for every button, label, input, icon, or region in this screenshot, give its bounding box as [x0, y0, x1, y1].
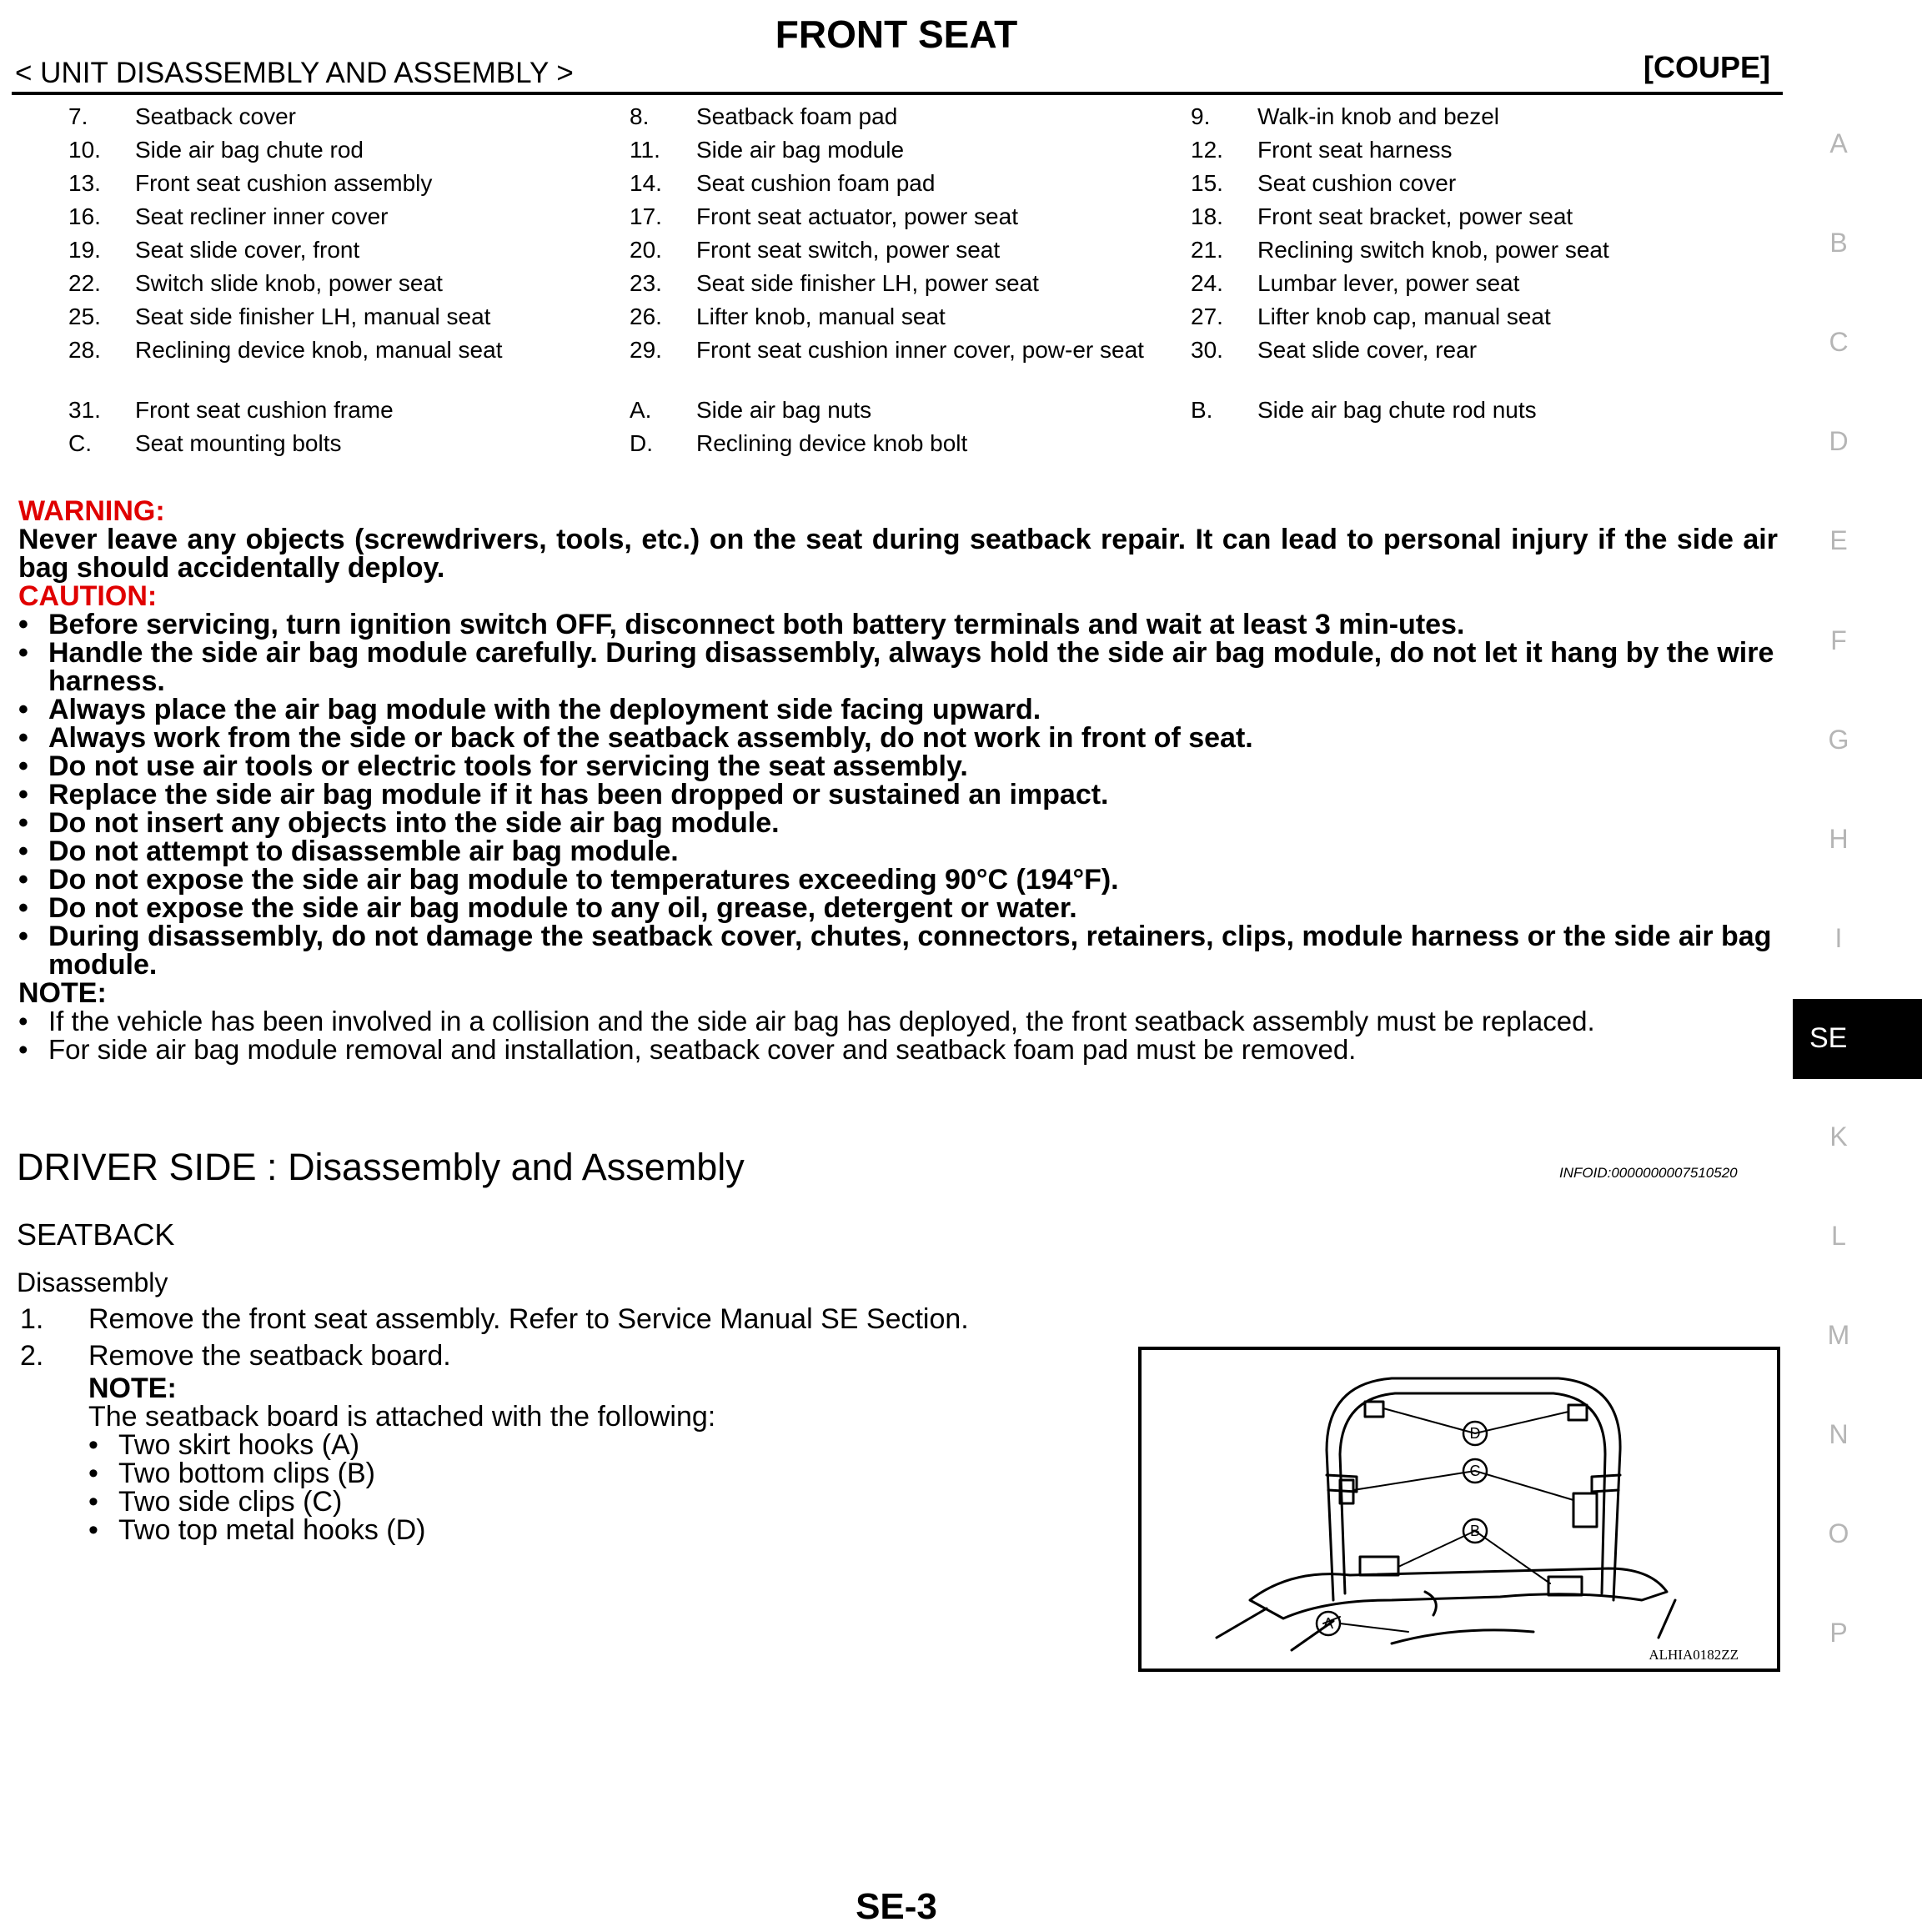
legend-number: 7. [68, 103, 88, 129]
caution-item: • Do not expose the side air bag module to temperatures exceeding 90°C (194°F). [18, 864, 1119, 896]
legend-label: Seatback cover [135, 103, 296, 129]
tab-c[interactable]: C [1829, 327, 1849, 357]
step-note-text: The seatback board is attached with the following: [88, 1401, 716, 1433]
legend-number: 19. [68, 237, 101, 263]
legend-number: 24. [1191, 270, 1223, 296]
attachment-item: • Two side clips (C) [88, 1486, 343, 1518]
legend-number: 15. [1191, 170, 1223, 196]
legend-number: 16. [68, 203, 101, 229]
caution-item: • Handle the side air bag module carefully. During disassembly, always hold the side air bag module, do not let it hang by the wire harness. [18, 637, 1774, 697]
section-tabs [1793, 0, 1922, 1932]
tab-n[interactable]: N [1829, 1419, 1849, 1449]
legend-number: A. [630, 397, 652, 423]
note-item: • If the vehicle has been involved in a collision and the side air bag has deployed, the front seatback assembly must be replaced. [18, 1006, 1595, 1036]
step-2 [20, 1337, 1104, 1544]
callout-b: B [1469, 1523, 1481, 1539]
legend-row [0, 237, 1784, 270]
legend-number: 23. [630, 270, 662, 296]
legend-number: D. [630, 430, 653, 456]
caution-list [18, 610, 1778, 979]
callout-c: C [1469, 1463, 1481, 1479]
legend-label: Front seat cushion frame [135, 397, 394, 423]
legend-label: Front seat cushion assembly [135, 170, 433, 196]
legend-number: 31. [68, 397, 101, 423]
legend-number: 22. [68, 270, 101, 296]
attachment-item: • Two top metal hooks (D) [88, 1514, 426, 1546]
attachment-list [88, 1431, 1104, 1544]
legend-number: 20. [630, 237, 662, 263]
legend-row [0, 430, 1784, 464]
legend-row [0, 103, 1784, 137]
legend-number: 17. [630, 203, 662, 229]
caution-item: • Do not use air tools or electric tools for servicing the seat assembly. [18, 750, 968, 782]
tab-a[interactable]: A [1829, 128, 1848, 158]
legend-label: Seat slide cover, front [135, 237, 360, 263]
step-text: Remove the front seat assembly. Refer to Service Manual SE Section. [88, 1303, 969, 1335]
callout-a: A [1322, 1615, 1334, 1632]
legend-label: Reclining device knob bolt [696, 430, 968, 456]
legend-label: Front seat bracket, power seat [1257, 203, 1573, 229]
legend-label: Seat recliner inner cover [135, 203, 389, 229]
legend-number: 30. [1191, 337, 1223, 363]
caution-item: • Replace the side air bag module if it has been dropped or sustained an impact. [18, 779, 1109, 810]
info-id: INFOID:0000000007510520 [1559, 1165, 1738, 1181]
legend-label: Lumbar lever, power seat [1257, 270, 1520, 296]
caution-item: • Do not attempt to disassemble air bag module. [18, 836, 679, 867]
legend-label: Seat slide cover, rear [1257, 337, 1478, 363]
note-item: • For side air bag module removal and installation, seatback cover and seatback foam pad must be removed. [18, 1034, 1357, 1065]
legend-label: Front seat actuator, power seat [696, 203, 1018, 229]
procedure-steps [20, 1301, 1104, 1544]
tab-b[interactable]: B [1829, 228, 1848, 258]
legend-number: 21. [1191, 237, 1223, 263]
procedure-title: Disassembly [17, 1267, 168, 1297]
legend-number: 27. [1191, 304, 1223, 329]
legend-label: Seat side finisher LH, manual seat [135, 304, 491, 329]
tab-m[interactable]: M [1827, 1320, 1850, 1350]
legend-label: Seat mounting bolts [135, 430, 342, 456]
tab-o[interactable]: O [1828, 1518, 1849, 1548]
tab-p[interactable]: P [1829, 1618, 1848, 1648]
legend-number: 12. [1191, 137, 1223, 163]
legend-row [0, 170, 1784, 203]
legend-label: Side air bag nuts [696, 397, 872, 423]
legend-row [0, 337, 1784, 370]
legend-label: Walk-in knob and bezel [1257, 103, 1500, 129]
step-note-label: NOTE: [88, 1372, 177, 1404]
attachment-item: • Two bottom clips (B) [88, 1458, 375, 1489]
legend-row [0, 270, 1784, 304]
caution-item: • Always place the air bag module with the deployment side facing upward. [18, 694, 1041, 725]
tab-se-label: SE [1809, 1022, 1848, 1054]
page-number: SE-3 [856, 1886, 937, 1927]
step-number: 1. [20, 1303, 44, 1335]
tab-e[interactable]: E [1829, 525, 1848, 555]
model-label: [COUPE] [1643, 50, 1770, 84]
caution-item: • Before servicing, turn ignition switch OFF, disconnect both battery terminals and wait at least 3 min-utes. [18, 609, 1465, 640]
legend-row [0, 137, 1784, 170]
legend-number: 29. [630, 337, 662, 363]
notices [18, 497, 1778, 1064]
legend-row [0, 304, 1784, 337]
subsection-title: SEATBACK [17, 1217, 175, 1252]
tab-h[interactable]: H [1829, 824, 1849, 854]
legend-label: Lifter knob cap, manual seat [1257, 304, 1551, 329]
legend-number: C. [68, 430, 92, 456]
legend-number: 26. [630, 304, 662, 329]
legend-number: 18. [1191, 203, 1223, 229]
legend-label: Seat cushion foam pad [696, 170, 936, 196]
legend-label: Side air bag chute rod [135, 137, 364, 163]
caution-item: • Do not insert any objects into the side air bag module. [18, 807, 780, 839]
legend-label: Side air bag chute rod nuts [1257, 397, 1537, 423]
page-title: FRONT SEAT [775, 13, 1018, 56]
note-list [18, 1007, 1778, 1064]
tab-k[interactable]: K [1829, 1122, 1848, 1152]
step-1 [20, 1301, 1104, 1337]
legend-number: 25. [68, 304, 101, 329]
legend-number: 10. [68, 137, 101, 163]
warning-label: WARNING: [18, 495, 165, 527]
legend-label: Reclining switch knob, power seat [1257, 237, 1609, 263]
legend-label: Seatback foam pad [696, 103, 898, 129]
header-divider [12, 92, 1783, 95]
legend-row [0, 203, 1784, 237]
figure-code: ALHIA0182ZZ [1649, 1647, 1739, 1663]
tab-se-active[interactable] [1793, 999, 1922, 1079]
tab-i[interactable]: I [1834, 923, 1843, 953]
tab-f[interactable]: F [1830, 625, 1847, 655]
attachment-item: • Two skirt hooks (A) [88, 1429, 360, 1461]
legend-label: Front seat cushion inner cover, pow-er seat [696, 337, 1144, 363]
legend-number: 13. [68, 170, 101, 196]
legend-label: Front seat switch, power seat [696, 237, 1001, 263]
seatback-board-figure [1138, 1347, 1780, 1672]
note-label: NOTE: [18, 977, 107, 1009]
legend-number: B. [1191, 397, 1213, 423]
legend-number: 8. [630, 103, 650, 129]
legend-number: 11. [630, 137, 660, 163]
caution-label: CAUTION: [18, 580, 158, 612]
callout-d: D [1469, 1425, 1481, 1442]
legend-row [0, 397, 1784, 430]
legend-label: Switch slide knob, power seat [135, 270, 443, 296]
legend-label: Front seat harness [1257, 137, 1453, 163]
legend-number: 9. [1191, 103, 1211, 129]
legend-label: Seat cushion cover [1257, 170, 1457, 196]
caution-item: • Do not expose the side air bag module to any oil, grease, detergent or water. [18, 892, 1077, 924]
legend-label: Reclining device knob, manual seat [135, 337, 503, 363]
step-text: Remove the seatback board. [88, 1340, 451, 1372]
caution-item: • During disassembly, do not damage the seatback cover, chutes, connectors, retainers, clips, module harness or the side air bag module. [18, 921, 1772, 981]
section-header: < UNIT DISASSEMBLY AND ASSEMBLY > [15, 57, 574, 89]
tab-g[interactable]: G [1828, 725, 1849, 755]
caution-item: • Always work from the side or back of the seatback assembly, do not work in front of seat. [18, 722, 1253, 754]
legend-label: Seat side finisher LH, power seat [696, 270, 1039, 296]
tab-d[interactable]: D [1829, 426, 1849, 456]
step-number: 2. [20, 1340, 44, 1372]
section-title: DRIVER SIDE : Disassembly and Assembly [17, 1146, 745, 1188]
warning-text: Never leave any objects (screwdrivers, tools, etc.) on the seat during seatback repair. It can lead to personal injury if the side air bag should accidentally deploy. [18, 524, 1778, 584]
legend-number: 14. [630, 170, 662, 196]
tab-l[interactable]: L [1831, 1221, 1846, 1251]
legend-number: 28. [68, 337, 101, 363]
legend-label: Side air bag module [696, 137, 905, 163]
legend-label: Lifter knob, manual seat [696, 304, 946, 329]
seatback-illustration [1142, 1350, 1777, 1669]
